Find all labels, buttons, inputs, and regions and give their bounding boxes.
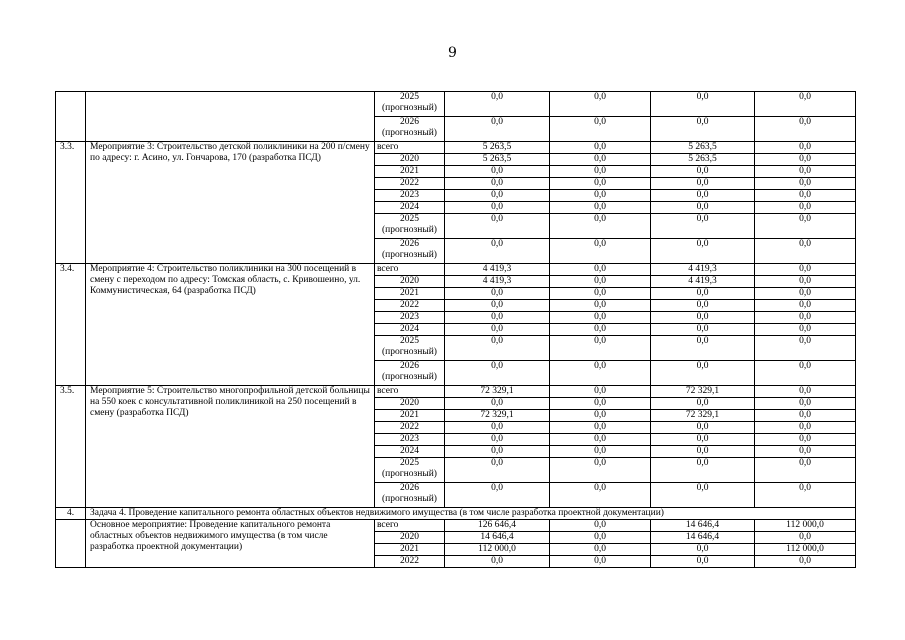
value-cell: 0,0 — [755, 361, 856, 386]
value-cell: 0,0 — [550, 410, 651, 422]
value-cell: 112 000,0 — [755, 544, 856, 556]
value-cell: 0,0 — [445, 324, 550, 336]
period-note: (прогнозный) — [382, 250, 437, 260]
period-year: 2023 — [400, 434, 419, 444]
period-year: 2023 — [400, 312, 419, 322]
value-cell: 0,0 — [445, 202, 550, 214]
period-cell — [375, 422, 445, 434]
value-cell: 0,0 — [651, 312, 755, 324]
value-cell: 0,0 — [550, 92, 651, 117]
value-cell: 72 329,1 — [651, 410, 755, 422]
period-year: 2026 — [400, 239, 419, 249]
period-cell — [375, 434, 445, 446]
value-cell: 0,0 — [651, 446, 755, 458]
value-cell: 126 646,4 — [445, 520, 550, 532]
value-cell: 0,0 — [550, 202, 651, 214]
value-cell: 0,0 — [651, 398, 755, 410]
value-cell: 0,0 — [755, 324, 856, 336]
value-cell: 0,0 — [755, 556, 856, 568]
value-cell: 0,0 — [755, 483, 856, 508]
period-note: (прогнозный) — [382, 128, 437, 138]
period-cell — [375, 214, 445, 239]
value-cell: 0,0 — [755, 410, 856, 422]
row-number: 3.4. — [56, 264, 86, 386]
value-cell: 0,0 — [550, 324, 651, 336]
table-row — [56, 386, 856, 398]
page-number: 9 — [448, 45, 457, 61]
period-cell — [375, 166, 445, 178]
value-cell: 0,0 — [651, 324, 755, 336]
measure-name: Основное мероприятие: Проведение капитального ремонта областных объектов недвижимого имущества (в том числе разработка проектной документации) — [86, 520, 375, 568]
period-year: 2024 — [400, 202, 419, 212]
period-cell — [375, 239, 445, 264]
value-cell: 0,0 — [651, 214, 755, 239]
value-cell: 0,0 — [445, 446, 550, 458]
value-cell: 0,0 — [550, 154, 651, 166]
value-cell: 0,0 — [445, 166, 550, 178]
value-cell: 0,0 — [755, 178, 856, 190]
period-cell — [375, 324, 445, 336]
value-cell: 0,0 — [755, 202, 856, 214]
value-cell: 0,0 — [755, 92, 856, 117]
value-cell: 14 646,4 — [651, 520, 755, 532]
value-cell: 0,0 — [550, 398, 651, 410]
value-cell: 4 419,3 — [651, 276, 755, 288]
period-cell — [375, 398, 445, 410]
period-year: всего — [377, 386, 399, 396]
row-number — [56, 520, 86, 568]
value-cell: 0,0 — [651, 117, 755, 142]
value-cell: 0,0 — [550, 422, 651, 434]
value-cell: 0,0 — [445, 434, 550, 446]
value-cell: 0,0 — [550, 190, 651, 202]
period-cell — [375, 117, 445, 142]
value-cell: 5 263,5 — [445, 154, 550, 166]
period-cell — [375, 178, 445, 190]
value-cell: 0,0 — [550, 214, 651, 239]
value-cell: 0,0 — [755, 190, 856, 202]
value-cell: 0,0 — [755, 532, 856, 544]
value-cell: 112 000,0 — [755, 520, 856, 532]
period-year: 2021 — [400, 410, 419, 420]
period-year: 2021 — [400, 288, 419, 298]
period-year: всего — [377, 520, 399, 530]
value-cell: 0,0 — [755, 422, 856, 434]
value-cell: 0,0 — [651, 202, 755, 214]
period-year: 2020 — [400, 154, 419, 164]
value-cell: 0,0 — [755, 288, 856, 300]
period-cell — [375, 520, 445, 532]
value-cell: 0,0 — [755, 154, 856, 166]
period-cell — [375, 276, 445, 288]
table-row — [56, 520, 856, 532]
period-year: 2026 — [400, 361, 419, 371]
value-cell: 0,0 — [755, 312, 856, 324]
row-number: 4. — [56, 508, 86, 520]
value-cell: 0,0 — [651, 288, 755, 300]
period-note: (прогнозный) — [382, 372, 437, 382]
value-cell: 0,0 — [445, 422, 550, 434]
value-cell: 0,0 — [550, 142, 651, 154]
measure-name: Мероприятие 3: Строительство детской поликлиники на 200 п/смену по адресу: г. Асино, ул. Гончарова, 170 (разработка ПСД) — [86, 142, 375, 264]
value-cell: 0,0 — [550, 276, 651, 288]
value-cell: 0,0 — [755, 276, 856, 288]
value-cell: 72 329,1 — [445, 386, 550, 398]
period-year: 2025 — [400, 458, 419, 468]
table-body — [56, 92, 856, 568]
value-cell: 4 419,3 — [445, 276, 550, 288]
value-cell: 0,0 — [550, 117, 651, 142]
value-cell: 0,0 — [550, 166, 651, 178]
value-cell: 0,0 — [550, 386, 651, 398]
period-year: всего — [377, 142, 399, 152]
value-cell: 0,0 — [445, 312, 550, 324]
period-year: 2021 — [400, 544, 419, 554]
value-cell: 0,0 — [550, 264, 651, 276]
value-cell: 0,0 — [755, 264, 856, 276]
value-cell: 0,0 — [755, 300, 856, 312]
value-cell: 0,0 — [550, 336, 651, 361]
value-cell: 0,0 — [755, 446, 856, 458]
value-cell: 0,0 — [550, 483, 651, 508]
period-year: 2026 — [400, 483, 419, 493]
period-note: (прогнозный) — [382, 494, 437, 504]
period-year: 2023 — [400, 190, 419, 200]
value-cell: 0,0 — [651, 178, 755, 190]
value-cell: 0,0 — [755, 434, 856, 446]
measure-name — [86, 92, 375, 142]
value-cell: 0,0 — [445, 483, 550, 508]
value-cell: 0,0 — [550, 532, 651, 544]
period-cell — [375, 544, 445, 556]
value-cell: 0,0 — [445, 556, 550, 568]
value-cell: 5 263,5 — [651, 142, 755, 154]
period-year: 2020 — [400, 276, 419, 286]
value-cell: 0,0 — [550, 520, 651, 532]
value-cell: 0,0 — [550, 312, 651, 324]
row-number — [56, 92, 86, 142]
period-cell — [375, 483, 445, 508]
value-cell: 0,0 — [550, 446, 651, 458]
period-cell — [375, 556, 445, 568]
value-cell: 72 329,1 — [651, 386, 755, 398]
value-cell: 0,0 — [445, 336, 550, 361]
period-note: (прогнозный) — [382, 347, 437, 357]
value-cell: 0,0 — [651, 434, 755, 446]
value-cell: 0,0 — [550, 434, 651, 446]
value-cell: 0,0 — [445, 458, 550, 483]
value-cell: 0,0 — [651, 361, 755, 386]
table-row — [56, 142, 856, 154]
value-cell: 112 000,0 — [445, 544, 550, 556]
value-cell: 0,0 — [445, 178, 550, 190]
measure-name: Мероприятие 5: Строительство многопрофильной детской больницы на 550 коек с консультативной поликлиникой на 250 посещений в смену (разработка ПСД) — [86, 386, 375, 508]
value-cell: 0,0 — [445, 361, 550, 386]
period-year: 2025 — [400, 92, 419, 102]
value-cell: 72 329,1 — [445, 410, 550, 422]
value-cell: 0,0 — [651, 458, 755, 483]
period-cell — [375, 336, 445, 361]
period-year: 2026 — [400, 117, 419, 127]
value-cell: 0,0 — [550, 239, 651, 264]
value-cell: 0,0 — [755, 166, 856, 178]
task-title: Задача 4. Проведение капитального ремонта областных объектов недвижимого имущества (в том числе разработка проектной документации) — [86, 508, 856, 520]
row-number: 3.5. — [56, 386, 86, 508]
value-cell: 4 419,3 — [445, 264, 550, 276]
value-cell: 14 646,4 — [651, 532, 755, 544]
period-cell — [375, 92, 445, 117]
value-cell: 0,0 — [445, 239, 550, 264]
period-cell — [375, 202, 445, 214]
period-cell — [375, 142, 445, 154]
period-cell — [375, 410, 445, 422]
value-cell: 0,0 — [651, 544, 755, 556]
period-year: 2022 — [400, 422, 419, 432]
value-cell: 14 646,4 — [445, 532, 550, 544]
table-row — [56, 264, 856, 276]
table-row — [56, 92, 856, 117]
value-cell: 0,0 — [550, 361, 651, 386]
value-cell: 0,0 — [651, 336, 755, 361]
value-cell: 0,0 — [550, 178, 651, 190]
value-cell: 0,0 — [550, 544, 651, 556]
value-cell: 0,0 — [445, 117, 550, 142]
period-year: 2025 — [400, 336, 419, 346]
period-cell — [375, 532, 445, 544]
period-cell — [375, 458, 445, 483]
value-cell: 0,0 — [755, 336, 856, 361]
value-cell: 0,0 — [651, 92, 755, 117]
period-cell — [375, 288, 445, 300]
value-cell: 0,0 — [755, 142, 856, 154]
period-year: 2024 — [400, 324, 419, 334]
period-cell — [375, 264, 445, 276]
value-cell: 0,0 — [445, 300, 550, 312]
period-note: (прогнозный) — [382, 225, 437, 235]
period-cell — [375, 190, 445, 202]
value-cell: 0,0 — [550, 556, 651, 568]
value-cell: 5 263,5 — [445, 142, 550, 154]
value-cell: 0,0 — [651, 190, 755, 202]
task-row — [56, 508, 856, 520]
period-year: 2022 — [400, 556, 419, 566]
period-cell — [375, 312, 445, 324]
value-cell: 0,0 — [755, 214, 856, 239]
measure-name: Мероприятие 4: Строительство поликлиники на 300 посещений в смену с переходом по адресу: Томская область, с. Кривошеино, ул. Коммунистическая, 64 (разработка ПСД) — [86, 264, 375, 386]
period-year: 2020 — [400, 398, 419, 408]
value-cell: 0,0 — [755, 117, 856, 142]
period-year: 2022 — [400, 178, 419, 188]
value-cell: 0,0 — [445, 288, 550, 300]
period-year: 2024 — [400, 446, 419, 456]
period-cell — [375, 386, 445, 398]
period-cell — [375, 154, 445, 166]
value-cell: 0,0 — [550, 458, 651, 483]
value-cell: 0,0 — [445, 214, 550, 239]
value-cell: 0,0 — [651, 300, 755, 312]
value-cell: 0,0 — [755, 239, 856, 264]
value-cell: 0,0 — [651, 239, 755, 264]
value-cell: 0,0 — [550, 300, 651, 312]
period-cell — [375, 300, 445, 312]
period-note: (прогнозный) — [382, 469, 437, 479]
period-year: 2021 — [400, 166, 419, 176]
value-cell: 0,0 — [651, 166, 755, 178]
period-year: 2025 — [400, 214, 419, 224]
period-cell — [375, 446, 445, 458]
value-cell: 0,0 — [550, 288, 651, 300]
period-year: всего — [377, 264, 399, 274]
row-number: 3.3. — [56, 142, 86, 264]
value-cell: 0,0 — [755, 458, 856, 483]
period-year: 2022 — [400, 300, 419, 310]
value-cell: 0,0 — [651, 556, 755, 568]
period-note: (прогнозный) — [382, 103, 437, 113]
period-cell — [375, 361, 445, 386]
value-cell: 0,0 — [445, 92, 550, 117]
value-cell: 0,0 — [755, 386, 856, 398]
value-cell: 0,0 — [755, 398, 856, 410]
funding-table — [55, 91, 856, 568]
value-cell: 0,0 — [651, 422, 755, 434]
value-cell: 0,0 — [445, 190, 550, 202]
value-cell: 0,0 — [651, 483, 755, 508]
value-cell: 4 419,3 — [651, 264, 755, 276]
value-cell: 5 263,5 — [651, 154, 755, 166]
period-year: 2020 — [400, 532, 419, 542]
value-cell: 0,0 — [445, 398, 550, 410]
